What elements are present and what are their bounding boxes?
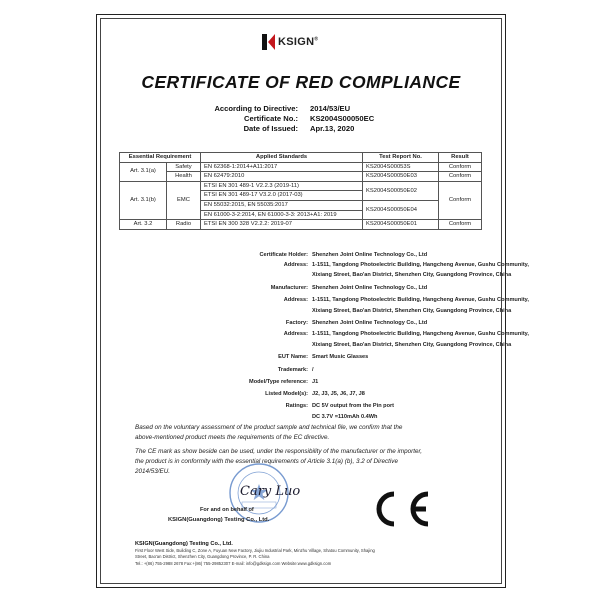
trademark-row	[100, 367, 502, 376]
factory-address-row	[100, 331, 529, 340]
manufacturer-value: Shenzhen Joint Online Technology Co., Ltd	[312, 285, 428, 291]
table-row	[120, 172, 482, 182]
footer-address-line: Street, Bao'an District, Shenzhen City, Guangdong Province, P. R. China	[135, 554, 270, 560]
report-cell: KS2004S00050E04	[363, 200, 439, 219]
signature-icon	[238, 478, 301, 502]
directive-row	[150, 104, 450, 114]
factory-address-row	[100, 342, 512, 351]
article-cell: Art. 3.1(b)	[120, 181, 167, 219]
standard-cell: EN 55032:2015, EN 55035:2017	[201, 200, 363, 210]
standard-cell: ETSI EN 301 489-1 V2.2.3 (2019-11)	[201, 181, 363, 191]
requirement-cell: EMC	[166, 181, 200, 219]
standards-table	[119, 152, 482, 230]
table-row	[120, 162, 482, 172]
footer-company-name: KSIGN(Guangdong) Testing Co., Ltd.	[135, 541, 233, 547]
paragraph-line: above-mentioned product meets the requirements of the EC directive.	[135, 434, 330, 441]
report-cell: KS2004S00050E02	[363, 181, 439, 200]
address-line: 1-1511, Tangdong Photoelectric Building, Hangcheng Avenue, Gushu Community,	[312, 297, 529, 303]
article-cell: Art. 3.1(a)	[120, 162, 167, 181]
standard-cell: EN 62479:2010	[201, 172, 363, 182]
result-cell: Conform	[439, 220, 482, 230]
address-label: Address:	[283, 297, 308, 303]
certificate-no-row	[150, 114, 450, 124]
ratings-row	[100, 414, 502, 423]
date-issued-value: Apr.13, 2020	[310, 124, 355, 133]
date-issued-label: Date of Issued:	[243, 124, 298, 133]
directive-label: According to Directive:	[214, 104, 298, 113]
requirement-cell: Health	[166, 172, 200, 182]
factory-label: Factory:	[285, 320, 308, 326]
address-label: Address:	[283, 331, 308, 337]
result-cell: Conform	[439, 172, 482, 182]
manufacturer-label: Manufacturer:	[270, 285, 308, 291]
standard-cell: ETSI EN 301 489-17 V3.2.0 (2017-03)	[201, 191, 363, 201]
result-cell: Conform	[439, 162, 482, 172]
requirement-cell: Radio	[166, 220, 200, 230]
model-row	[100, 379, 502, 388]
report-cell: KS2004S00050E01	[363, 220, 439, 230]
directive-value: 2014/53/EU	[310, 104, 351, 113]
paragraph-line: 2014/53/EU.	[135, 468, 171, 475]
standard-cell: EN 61000-3-2:2014, EN 61000-3-3: 2013+A1: 2019	[201, 210, 363, 220]
address-line: 1-1511, Tangdong Photoelectric Building, Hangcheng Avenue, Gushu Community,	[312, 262, 529, 268]
ce-mark-icon	[366, 488, 432, 530]
ratings-value: DC 5V output from the Pin port	[312, 403, 395, 409]
listed-models-value: J2, J3, J5, J6, J7, J8	[312, 391, 365, 397]
eut-value: Smart Music Glasses	[312, 354, 369, 360]
model-value: J1	[312, 379, 319, 385]
col-result: Result	[439, 153, 482, 163]
ratings-row	[100, 403, 502, 412]
holder-address-row	[100, 272, 512, 281]
ratings-label: Ratings:	[285, 403, 308, 409]
holder-label: Certificate Holder:	[259, 252, 308, 258]
table-row	[120, 181, 482, 191]
address-line: Xixiang Street, Bao'an District, Shenzhen City, Guangdong Province, China	[312, 308, 512, 314]
signing-company: KSIGN(Guangdong) Testing Co., Ltd.	[168, 517, 270, 523]
eut-label: EUT Name:	[278, 354, 308, 360]
ratings-value: DC 3.7V =110mAh 0.4Wh	[312, 414, 378, 420]
report-cell: KS2004S00053S	[363, 162, 439, 172]
eut-row	[100, 354, 502, 363]
col-test-report-no: Test Report No.	[363, 153, 439, 163]
col-applied-standards: Applied Standards	[201, 153, 363, 163]
paragraph-line: The CE mark as show beside can be used, under the responsibility of the manufacturer or the importer,	[135, 448, 423, 455]
page-title: CERTIFICATE OF RED COMPLIANCE	[141, 72, 461, 92]
manufacturer-address-row	[100, 297, 529, 306]
paragraph-line: Based on the voluntary assessment of the product sample and technical file, we confirm that the	[135, 424, 403, 431]
certificate-no-value: KS2004S00050EC	[310, 114, 375, 123]
footer	[135, 541, 480, 567]
on-behalf-label: For and on behalf of	[200, 507, 254, 513]
assessment-paragraph	[135, 423, 470, 443]
signature-text: Cary Luo	[240, 484, 301, 499]
footer-contact-line: Tel.: +(86) 755-2988 2678 Fax:+(86) 755-29852307 E-mail: info@gdksign.com Website:www.gdksign.com	[135, 560, 332, 566]
address-label: Address:	[283, 262, 308, 268]
result-cell: Conform	[439, 181, 482, 219]
standard-cell: ETSI EN 300 328 V2.2.2: 2019-07	[201, 220, 363, 230]
address-line: 1-1511, Tangdong Photoelectric Building, Hangcheng Avenue, Gushu Community,	[312, 331, 529, 337]
ce-mark-paragraph	[135, 447, 470, 477]
footer-address-line: First Floor West Side, Building C, Zone A, Fuyuan New Factory, Jiujiu Industrial Park, Minzhu Village, Shatou Community, Shajing	[135, 548, 375, 554]
address-line: Xixiang Street, Bao'an District, Shenzhen City, Guangdong Province, China	[312, 272, 512, 278]
standard-cell: EN 62368-1:2014+A11:2017	[201, 162, 363, 172]
brand-name: KSIGN®	[278, 36, 319, 48]
ksign-logo	[262, 32, 342, 52]
col-essential-requirement: Essential Requirement	[120, 153, 201, 163]
manufacturer-address-row	[100, 308, 512, 317]
trademark-value: /	[312, 367, 314, 373]
trademark-label: Trademark:	[277, 367, 308, 373]
holder-value: Shenzhen Joint Online Technology Co., Ltd	[312, 252, 428, 258]
certificate-no-label: Certificate No.:	[243, 114, 298, 123]
ksign-logo-icon	[262, 33, 276, 51]
table-row	[120, 220, 482, 230]
listed-models-label: Listed Model(s):	[265, 391, 308, 397]
table-header-row	[120, 153, 482, 163]
address-line: Xixiang Street, Bao'an District, Shenzhen City, Guangdong Province, China	[312, 342, 512, 348]
paragraph-line: the product is in conformity with the essential requirements of Article 3.1(a) (b), 3.2 of Directive	[135, 458, 398, 465]
manufacturer-row	[100, 285, 502, 294]
article-cell: Art. 3.2	[120, 220, 167, 230]
requirement-cell: Safety	[166, 162, 200, 172]
report-cell: KS2004S00050E03	[363, 172, 439, 182]
model-label: Model/Type reference:	[249, 379, 308, 385]
holder-row	[100, 252, 502, 261]
holder-address-row	[100, 262, 529, 271]
listed-models-row	[100, 391, 502, 400]
date-issued-row	[150, 124, 450, 134]
factory-row	[100, 320, 502, 329]
factory-value: Shenzhen Joint Online Technology Co., Ltd	[312, 320, 428, 326]
